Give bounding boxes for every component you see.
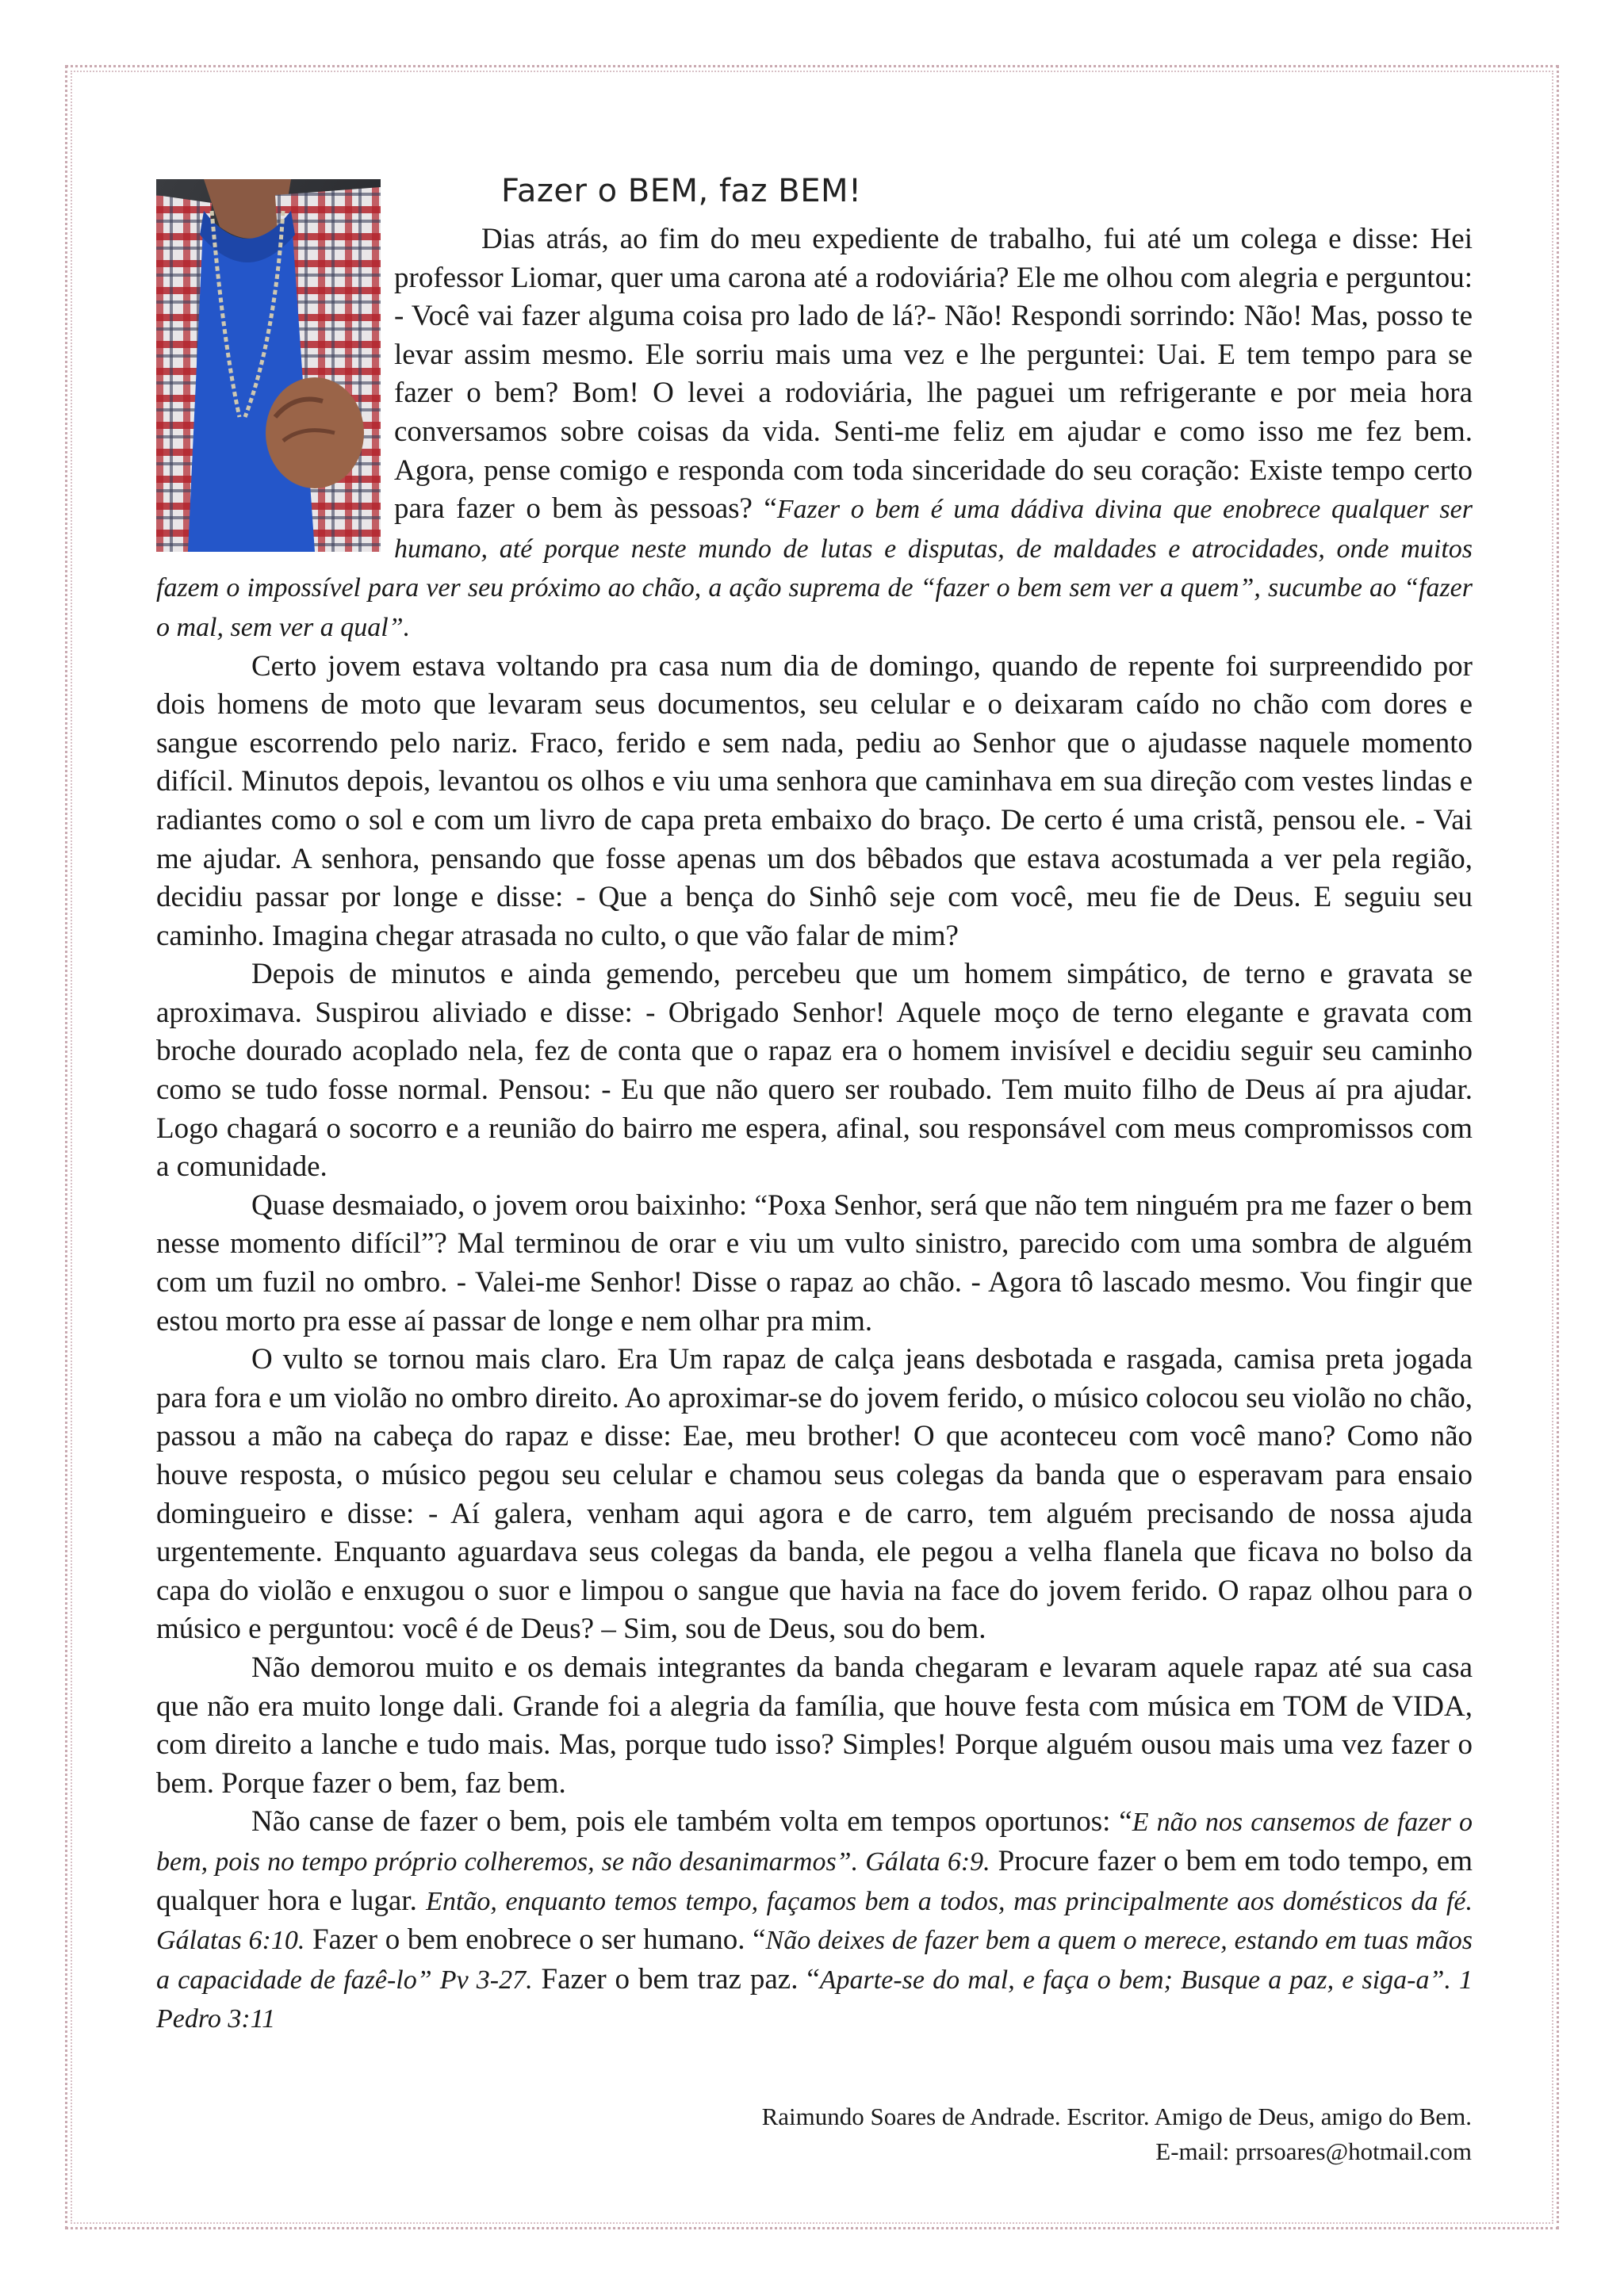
paragraph-1-text: Dias atrás, ao fim do meu expediente de trabalho, fui até um colega e disse: Hei professor Liomar, quer uma carona até a rodoviária? Ele me olhou com alegria e perguntou: - Você vai fazer alguma coisa pro lado de lá?- Não! Respondi sorrindo: Não! Mas, posso te levar assim mesmo. Ele sorriu mais uma vez e lhe perguntei: Uai. E tem tempo para se fazer o bem? Bom! O levei a rodoviária, lhe paguei um refrigerante e por meia hora conversamos sobre coisas da vida. Senti-me feliz em ajudar e como isso me fez bem. Agora, pense comigo e responda com toda sinceridade do seu coração: Existe tempo certo para fazer o bem às pessoas? “ — [394, 223, 1473, 526]
paragraph-3: Depois de minutos e ainda gemendo, percebeu que um homem simpático, de terno e gravata se aproximava. Suspirou aliviado e disse: - Obrigado Senhor! Aquele moço de terno elegante e gravata com broche dourado acoplado nela, fez de conta que o rapaz era o homem invisível e decidiu seguir seu caminho como se tudo fosse normal. Pensou: - Eu que não quero ser roubado. Tem muito filho de Deus aí pra ajudar. Logo chagará o socorro e a reunião do bairro me espera, afinal, sou responsável com meus compromissos com a comunidade. — [156, 958, 1473, 1184]
paragraph-4: Quase desmaiado, o jovem orou baixinho: “Poxa Senhor, será que não tem ninguém pra me fazer o bem nesse momento difícil”? Mal terminou de orar e viu um vulto sinistro, parecido com uma sombra de alguém com um fuzil no ombro. - Valei-me Senhor! Disse o rapaz ao chão. - Agora tô lascado mesmo. Vou fingir que estou morto pra esse aí passar de longe e nem olhar pra mim. — [156, 1188, 1473, 1337]
p7-f: Não deixes de fazer bem a quem o merece, estando em tuas mãos a capacidade de fazê-lo” Pv 3-27. — [156, 1926, 1473, 1995]
paragraph-2: Certo jovem estava voltando pra casa num dia de domingo, quando de repente foi surpreendido por dois homens de moto que levaram seus documentos, seu celular e o deixaram caído no chão com dores e sangue escorrendo pelo nariz. Fraco, ferido e sem nada, pediu ao Senhor que o ajudasse naquele momento difícil. Minutos depois, levantou os olhos e viu uma senhora que caminhava em sua direção com vestes lindas e radiantes como o sol e com um livro de capa preta embaixo do braço. De certo é uma cristã, pensou ele. - Vai me ajudar. A senhora, pensando que fosse apenas um dos bêbados que estava acostumada a ver pela região, decidiu passar por longe e disse: - Que a bença do Sinhô seje com você, meu fie de Deus. E seguiu seu caminho. Imagina chegar atrasada no culto, o que vão falar de mim? — [156, 649, 1473, 952]
p7-h: Aparte-se do mal, e faça o bem; Busque a paz, e siga-a”. 1 Pedro 3:11 — [156, 1965, 1473, 2034]
article-body — [156, 220, 1473, 2039]
photo-wrap-spacer — [156, 179, 394, 544]
paragraph-7 — [156, 1803, 1473, 2039]
p7-b: E não nos cansemos de fazer o bem, pois no tempo próprio colheremos, se não desanimarmos”. Gálata 6:9. — [156, 1808, 1473, 1877]
paragraph-6: Não demorou muito e os demais integrantes da banda chegaram e levaram aquele rapaz até sua casa que não era muito longe dali. Grande foi a alegria da família, que houve festa com música em TOM de VIDA, com direito a lanche e tudo mais. Mas, porque tudo isso? Simples! Porque alguém ousou mais uma vez fazer o bem. Porque fazer o bem, faz bem. — [156, 1651, 1473, 1800]
paragraph-5: O vulto se tornou mais claro. Era Um rapaz de calça jeans desbotada e rasgada, camisa preta jogada para fora e um violão no ombro direito. Ao aproximar-se do jovem ferido, o músico colocou seu violão no chão, passou a mão na cabeça do rapaz e disse: Eae, meu brother! O que aconteceu com você mano? Como não houve resposta, o músico pegou seu celular e chamou seus colegas da banda que o esperavam para ensaio domingueiro e disse: - Aí galera, venham aqui agora e de carro, tem alguém precisando de nossa ajuda urgentemente. Enquanto aguardava seus colegas da banda, ele pegou a velha flanela que ficava no bolso da capa do violão e enxugou o suor e limpou o sangue que havia na face do jovem ferido. O rapaz olhou para o músico e perguntou: você é de Deus? – Sim, sou de Deus, sou do bem. — [156, 1343, 1473, 1646]
article-title: Fazer o BEM, faz BEM! — [501, 173, 862, 209]
author-email: E-mail: prrsoares@hotmail.com — [1155, 2137, 1472, 2165]
author-signature: Raimundo Soares de Andrade. Escritor. Amigo de Deus, amigo do Bem. — [761, 2103, 1472, 2130]
paragraph-1-quote: Fazer o bem é uma dádiva divina que enobrece qualquer ser humano, até porque neste mundo de lutas e disputas, de maldades e atrocidades, onde muitos fazem o impossível para ver seu próximo ao chão, a ação suprema de “fazer o bem sem ver a quem”, sucumbe ao “fazer o mal, sem ver a qual”. — [156, 495, 1473, 642]
p7-e: Fazer o bem enobrece o ser humano. “ — [304, 1923, 766, 1957]
p7-d: Então, enquanto temos tempo, façamos bem a todos, mas principalmente aos domésticos da fé. Gálatas 6:10. — [156, 1886, 1473, 1956]
signature-block — [762, 2099, 1472, 2169]
p7-a: Não canse de fazer o bem, pois ele também volta em tempos oportunos: “ — [251, 1805, 1132, 1839]
p7-g: Fazer o bem traz paz. “ — [532, 1962, 820, 1996]
p7-c: Procure fazer o bem em todo tempo, em qualquer hora e lugar. — [156, 1844, 1473, 1917]
